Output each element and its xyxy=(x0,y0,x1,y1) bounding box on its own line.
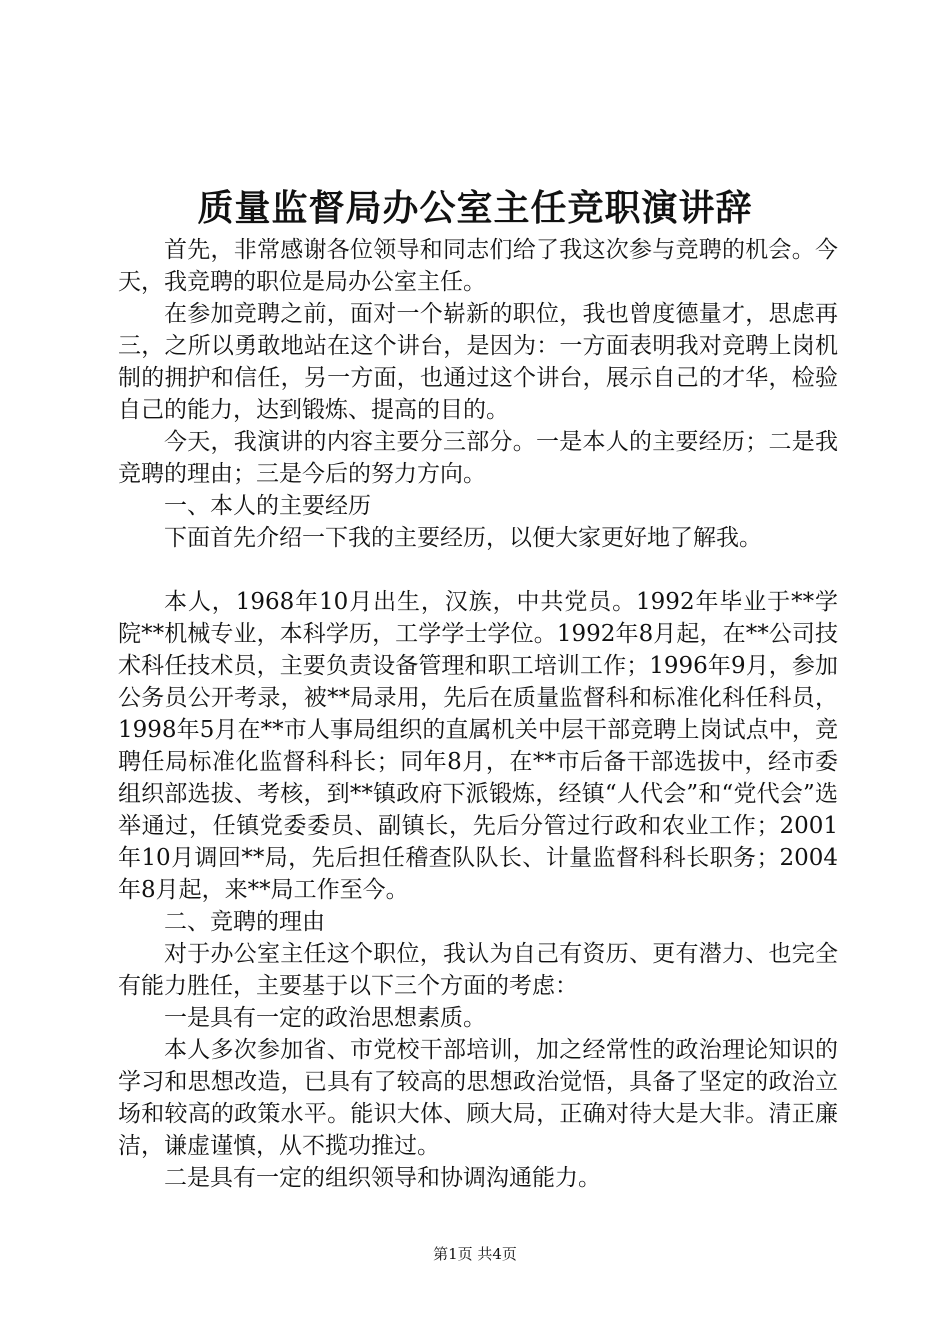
paragraph-reasons-intro: 对于办公室主任这个职位，我认为自己有资历、更有潜力、也完全有能力胜任，主要基于以下三个方面的考虑： xyxy=(118,941,838,999)
document-title: 质量监督局办公室主任竞职演讲辞 xyxy=(197,187,753,229)
page-footer: 第1页 共4页 xyxy=(433,1245,517,1263)
document-body xyxy=(118,234,838,1194)
section-heading-experience: 一、本人的主要经历 xyxy=(164,493,371,519)
paragraph-motivation: 在参加竞聘之前，面对一个崭新的职位，我也曾度德量才，思虑再三，之所以勇敢地站在这个讲台，是因为：一方面表明我对竞聘上岗机制的拥护和信任，另一方面，也通过这个讲台，展示自己的才华，检验自己的能力，达到锻炼、提高的目的。 xyxy=(118,301,838,423)
section-heading-reasons: 二、竞聘的理由 xyxy=(164,909,325,935)
paragraph-reason-one: 一是具有一定的政治思想素质。 xyxy=(164,1005,486,1031)
paragraph-reason-two: 二是具有一定的组织领导和协调沟通能力。 xyxy=(164,1165,601,1191)
paragraph-reason-one-detail: 本人多次参加省、市党校干部培训，加之经常性的政治理论知识的学习和思想改造，已具有了较高的思想政治觉悟，具备了坚定的政治立场和较高的政策水平。能识大体、顾大局，正确对待大是大非。清正廉洁，谦虚谨慎，从不揽功推过。 xyxy=(118,1037,838,1159)
paragraph-biography: 本人，1968年10月出生，汉族，中共党员。1992年毕业于**学院**机械专业，本科学历，工学学士学位。1992年8月起，在**公司技术科任技术员，主要负责设备管理和职工培训工作；1996年9月，参加公务员公开考录，被**局录用，先后在质量监督科和标准化科任科员，1998年5月在**市人事局组织的直属机关中层干部竞聘上岗试点中，竞聘任局标准化监督科科长；同年8月，在**市后备干部选拔中，经市委组织部选拔、考核，到**镇政府下派锻炼，经镇“人代会”和“党代会”选举通过，任镇党委委员、副镇长，先后分管过行政和农业工作；2001年10月调回**局，先后担任稽查队队长、计量监督科科长职务；2004年8月起，来**局工作至今。 xyxy=(118,589,838,903)
paragraph-experience-intro: 下面首先介绍一下我的主要经历，以便大家更好地了解我。 xyxy=(164,525,762,551)
paragraph-outline: 今天，我演讲的内容主要分三部分。一是本人的主要经历；二是我竞聘的理由；三是今后的努力方向。 xyxy=(118,429,838,487)
paragraph-gap xyxy=(118,554,838,586)
paragraph-intro: 首先，非常感谢各位领导和同志们给了我这次参与竞聘的机会。今天，我竞聘的职位是局办公室主任。 xyxy=(118,237,838,295)
